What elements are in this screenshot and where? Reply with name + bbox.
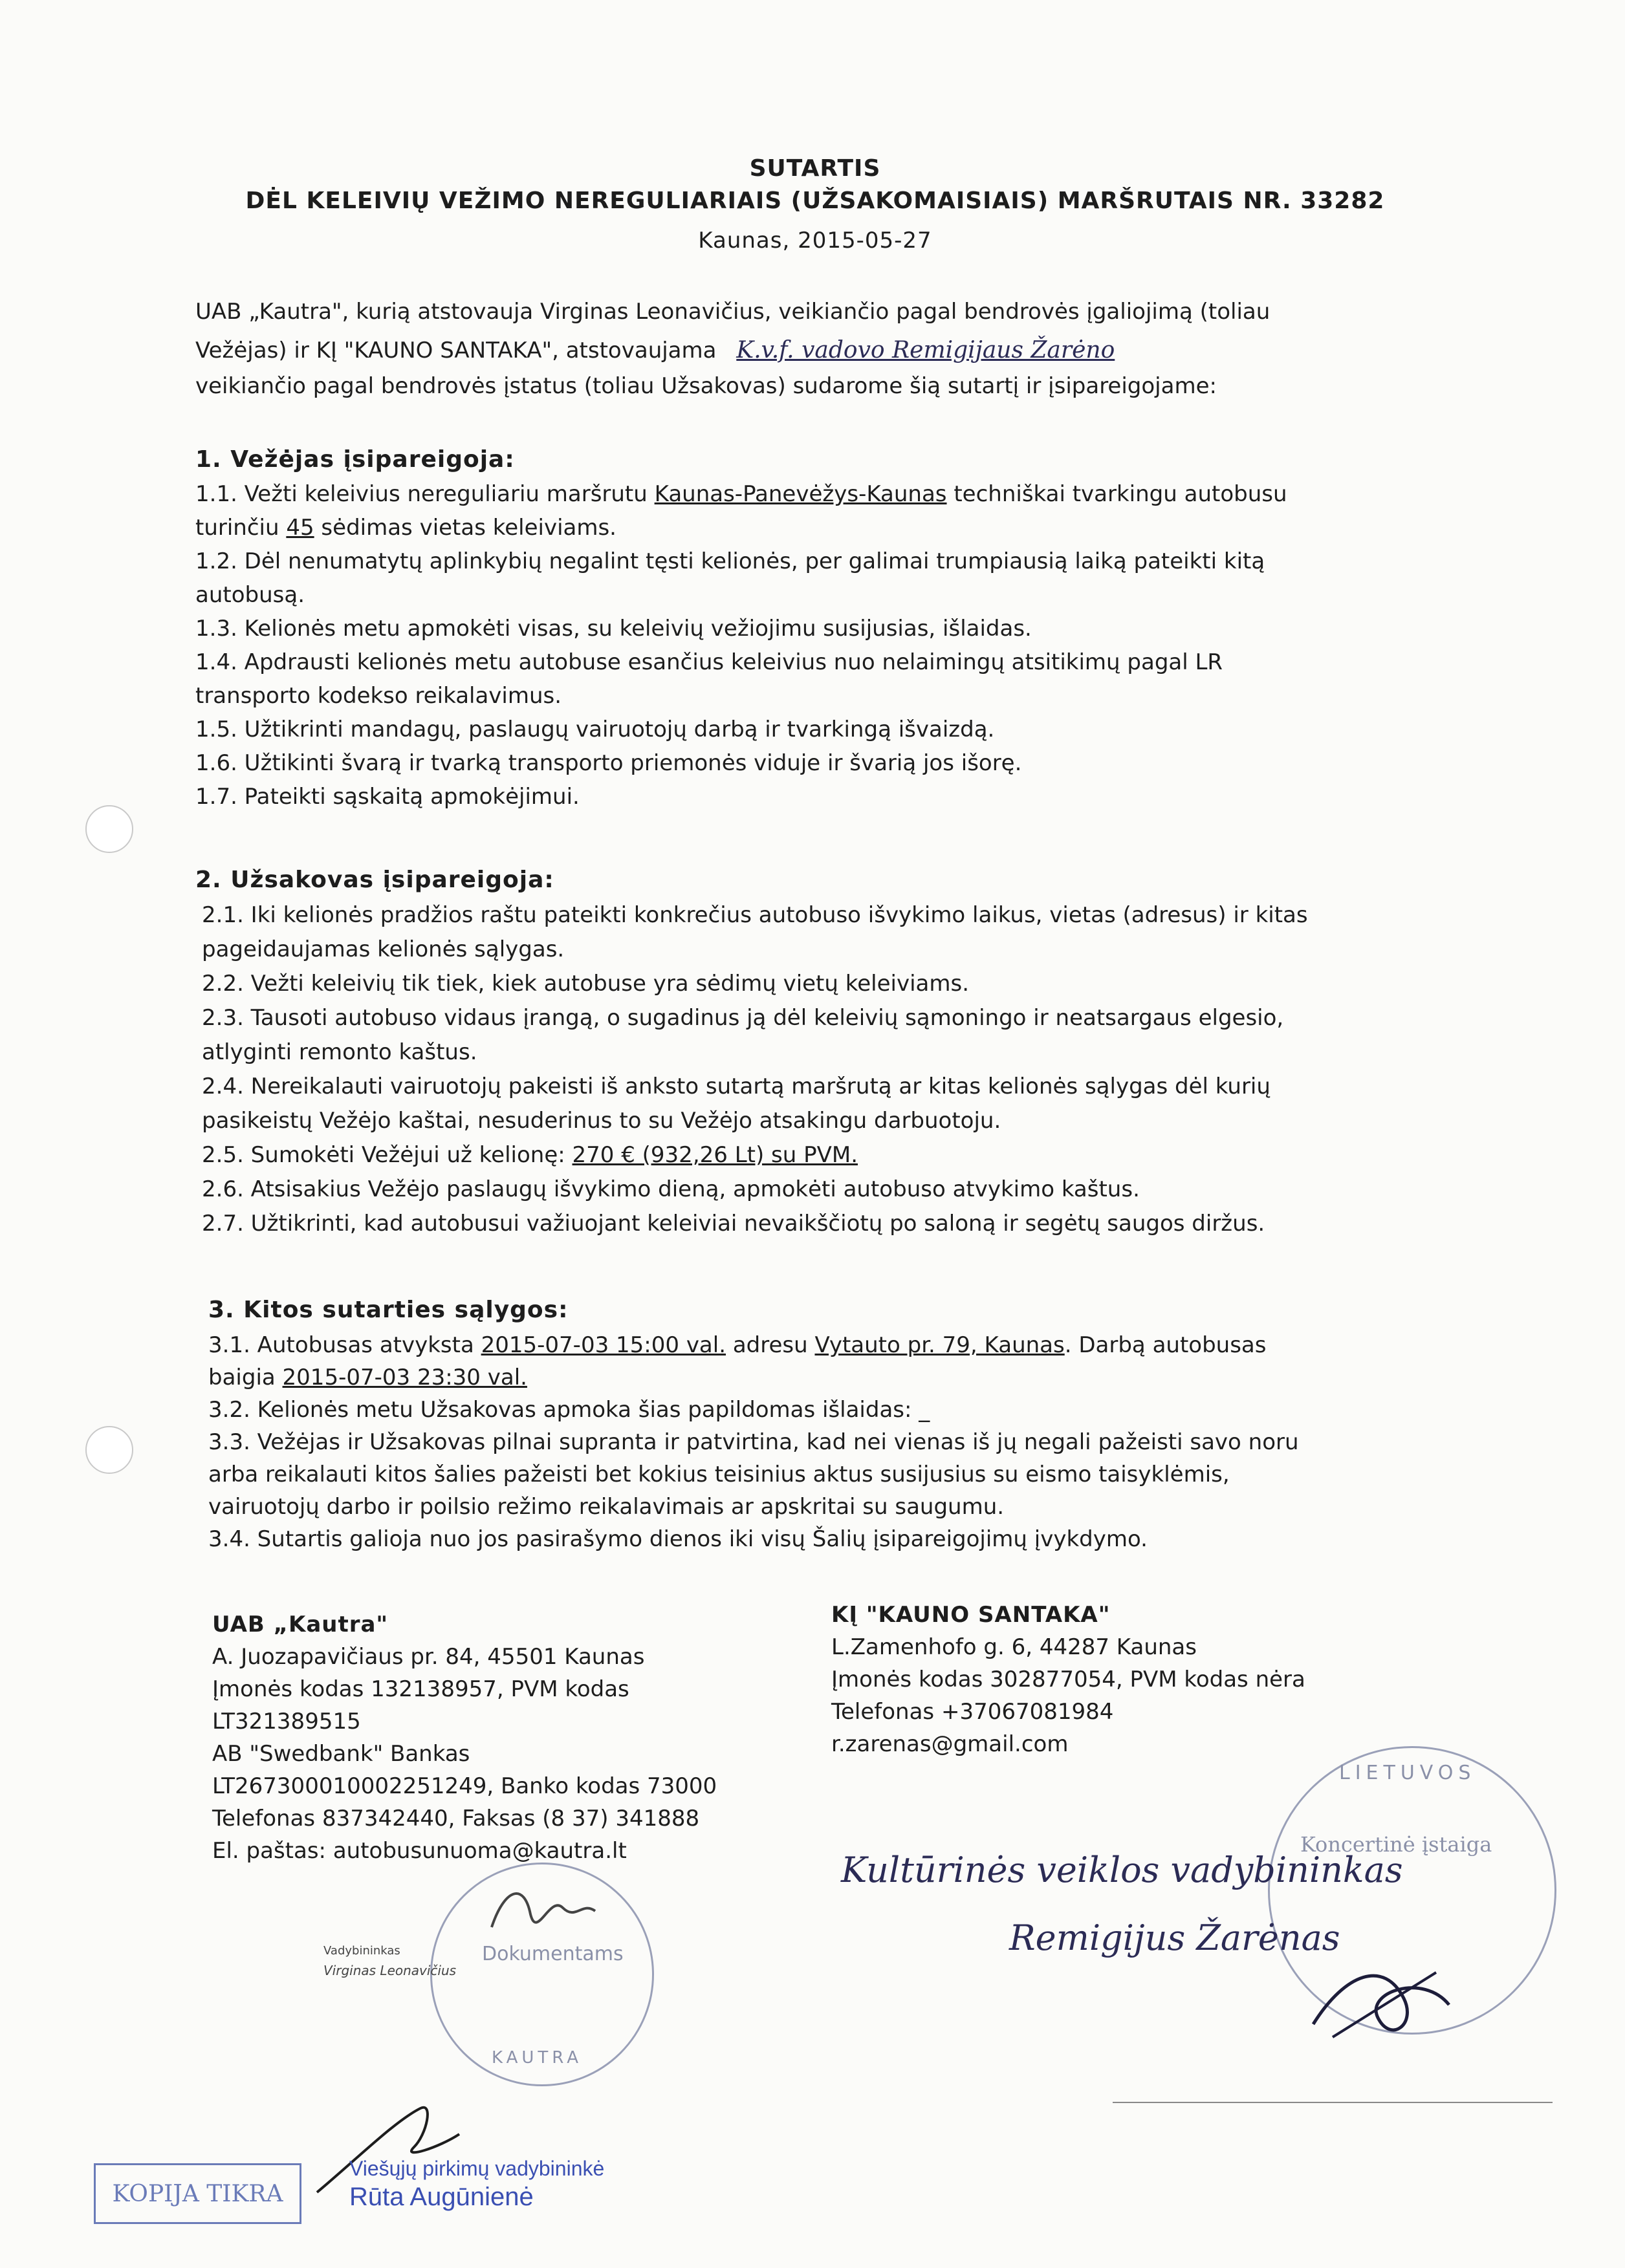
section-3-line: arba reikalauti kitos šalies pažeisti bet kokius teisinius aktus susijusius su eismo taisyklėmis, bbox=[208, 1462, 1230, 1487]
section2-line-text: 2.3. Tausoti autobuso vidaus įrangą, o sugadinus ją dėl keleivių sąmoningo ir neatsargaus elgesio, bbox=[202, 1005, 1284, 1031]
section2-line bbox=[202, 935, 564, 964]
section2-line bbox=[202, 1004, 1283, 1032]
section2-line-text: 2.5. Sumokėti Vežėjui už kelionę: bbox=[202, 1142, 573, 1168]
party-left-detail: LT321389515 bbox=[212, 1709, 361, 1734]
section1-line-text: 1.1. Vežti keleivius nereguliariu maršrutu bbox=[195, 481, 655, 507]
intro-line-2-text: Vežėjas) ir KĮ "KAUNO SANTAKA", atstovaujama bbox=[195, 338, 717, 363]
party-left-detail: El. paštas: autobusunuoma@kautra.lt bbox=[212, 1838, 627, 1864]
party-left-detail: A. Juozapavičiaus pr. 84, 45501 Kaunas bbox=[212, 1644, 645, 1670]
signature-line bbox=[1113, 2102, 1553, 2103]
section1-line-text: turinčiu bbox=[195, 515, 287, 541]
section1-line bbox=[195, 547, 1265, 576]
section2-line-text: atlyginti remonto kaštus. bbox=[202, 1039, 477, 1065]
section-1-heading: 1. Vežėjas įsipareigoja: bbox=[195, 446, 515, 473]
section1-line-tail: sėdimas vietas keleiviams. bbox=[314, 515, 616, 541]
s3-l1-post: . Darbą autobusas bbox=[1064, 1332, 1267, 1358]
section2-line-text: 2.1. Iki kelionės pradžios raštu pateikti konkrečius autobuso išvykimo laikus, vietas (adresus) ir kitas bbox=[202, 902, 1308, 928]
party-right-detail: Įmonės kodas 302877054, PVM kodas nėra bbox=[831, 1667, 1305, 1692]
section2-line bbox=[202, 1107, 1001, 1135]
section1-line-text: transporto kodekso reikalavimus. bbox=[195, 683, 562, 709]
place-date: Kaunas, 2015-05-27 bbox=[698, 228, 932, 254]
section1-line-text: 1.3. Kelionės metu apmokėti visas, su keleivių vežiojimu susijusias, išlaidas. bbox=[195, 616, 1032, 642]
s3-arrival-address: Vytauto pr. 79, Kaunas bbox=[814, 1332, 1065, 1358]
left-signer-name: Virginas Leonavičius bbox=[323, 1963, 457, 1978]
section2-line-text: 2.2. Vežti keleivių tik tiek, kiek autobuse yra sėdimų vietų keleiviams. bbox=[202, 971, 969, 997]
section1-line bbox=[195, 513, 616, 542]
party-right-name: KĮ "KAUNO SANTAKA" bbox=[831, 1602, 1111, 1628]
section2-line bbox=[202, 969, 969, 998]
section2-line bbox=[202, 1038, 477, 1066]
section2-line-text: pasikeistų Vežėjo kaštai, nesuderinus to su Vežėjo atsakingu darbuotoju. bbox=[202, 1108, 1001, 1134]
intro-handwritten-representative: K.v.f. vadovo Remigijaus Žarėno bbox=[736, 337, 1115, 363]
right-signature bbox=[1307, 1947, 1462, 2050]
section1-line-text: autobusą. bbox=[195, 582, 305, 608]
document-subtitle: DĖL KELEIVIŲ VEŽIMO NEREGULIARIAIS (UŽSAKOMAISIAIS) MARŠRUTAIS NR. 33282 bbox=[245, 188, 1385, 214]
handwritten-role: Kultūrinės veiklos vadybininkas bbox=[841, 1850, 1403, 1890]
section1-line-text: 1.2. Dėl nenumatytų aplinkybių negalint tęsti kelionės, per galimai trumpiausią laiką pateikti kitą bbox=[195, 548, 1265, 574]
intro-line-2 bbox=[195, 336, 1115, 365]
section1-line-tail: techniškai tvarkingu autobusu bbox=[946, 481, 1287, 507]
document-title: SUTARTIS bbox=[749, 155, 881, 182]
section-3-line: 3.3. Vežėjas ir Užsakovas pilnai supranta ir patvirtina, kad nei vienas iš jų negali pažeisti savo noru bbox=[208, 1429, 1299, 1455]
section1-line-text: 1.7. Pateikti sąskaitą apmokėjimui. bbox=[195, 784, 580, 810]
kautra-stamp-ring: KAUTRA bbox=[492, 2048, 583, 2068]
section1-line-text: 1.4. Apdrausti kelionės metu autobuse esančius keleivius nuo nelaimingų atsitikimų pagal LR bbox=[195, 649, 1223, 675]
party-right-detail: L.Zamenhofo g. 6, 44287 Kaunas bbox=[831, 1634, 1197, 1660]
section2-line bbox=[202, 901, 1308, 929]
party-left-detail: Įmonės kodas 132138957, PVM kodas bbox=[212, 1676, 629, 1702]
left-signer-role: Vadybininkas bbox=[323, 1944, 400, 1958]
party-right-detail: r.zarenas@gmail.com bbox=[831, 1731, 1069, 1757]
section1-line bbox=[195, 682, 562, 710]
section-3-heading: 3. Kitos sutarties sąlygos: bbox=[208, 1297, 569, 1323]
section1-line bbox=[195, 581, 305, 609]
left-signature bbox=[479, 1875, 608, 1947]
s3-l1-pre: 3.1. Autobusas atvyksta bbox=[208, 1332, 481, 1358]
section2-line-text: 2.4. Nereikalauti vairuotojų pakeisti iš anksto sutartą maršrutą ar kitas kelionės sąlygas dėl kurių bbox=[202, 1074, 1271, 1099]
santaka-stamp-ring: LIETUVOS bbox=[1339, 1762, 1476, 1784]
section2-line bbox=[202, 1175, 1140, 1204]
section-3-line-2 bbox=[208, 1363, 527, 1392]
section2-line-underlined: 270 € (932,26 Lt) su PVM. bbox=[572, 1142, 858, 1168]
section1-line-text: 1.5. Užtikrinti mandagų, paslaugų vairuotojų darbą ir tvarkingą išvaizdą. bbox=[195, 717, 995, 742]
section2-line-text: 2.6. Atsisakius Vežėjo paslaugų išvykimo dieną, apmokėti autobuso atvykimo kaštus. bbox=[202, 1176, 1140, 1202]
section2-line-text: pageidaujamas kelionės sąlygas. bbox=[202, 936, 565, 962]
santaka-stamp-text: Koncertinė įstaiga bbox=[1300, 1832, 1492, 1857]
punch-hole-top bbox=[85, 805, 133, 853]
party-left-detail: Telefonas 837342440, Faksas (8 37) 341888 bbox=[212, 1806, 700, 1831]
s3-l2-pre: baigia bbox=[208, 1365, 283, 1390]
kautra-stamp-text: Dokumentams bbox=[482, 1943, 624, 1965]
intro-line-3: veikiančio pagal bendrovės įstatus (toliau Užsakovas) sudarome šią sutartį ir įsipareigojame: bbox=[195, 373, 1217, 399]
section2-line bbox=[202, 1209, 1265, 1238]
footer-signer-role: Viešųjų pirkimų vadybininkė bbox=[349, 2157, 605, 2180]
section-2-heading: 2. Užsakovas įsipareigoja: bbox=[195, 867, 554, 893]
section1-line bbox=[195, 648, 1223, 676]
section-3-line: 3.2. Kelionės metu Užsakovas apmoka šias papildomas išlaidas: _ bbox=[208, 1397, 930, 1423]
section-3-line-1 bbox=[208, 1331, 1266, 1359]
section1-line-text: 1.6. Užtikinti švarą ir tvarką transporto priemonės viduje ir švarią jos išorę. bbox=[195, 750, 1022, 776]
party-right-detail: Telefonas +37067081984 bbox=[831, 1699, 1114, 1725]
s3-arrival-time: 2015-07-03 15:00 val. bbox=[481, 1332, 726, 1358]
section1-line bbox=[195, 749, 1021, 777]
party-left-detail: AB "Swedbank" Bankas bbox=[212, 1741, 470, 1767]
s3-end-time: 2015-07-03 23:30 val. bbox=[282, 1365, 527, 1390]
section2-line-text: 2.7. Užtikrinti, kad autobusui važiuojant keleiviai nevaikščiotų po saloną ir segėtų saugos diržus. bbox=[202, 1211, 1265, 1237]
section2-line bbox=[202, 1072, 1271, 1101]
section1-line bbox=[195, 480, 1287, 508]
punch-hole-bottom bbox=[85, 1426, 133, 1474]
section-3-line: vairuotojų darbo ir poilsio režimo reikalavimais ar apskritai su saugumu. bbox=[208, 1494, 1005, 1520]
party-left-name: UAB „Kautra" bbox=[212, 1612, 389, 1637]
party-left-detail: LT267300010002251249, Banko kodas 73000 bbox=[212, 1773, 717, 1799]
intro-line-1: UAB „Kautra", kurią atstovauja Virginas Leonavičius, veikiančio pagal bendrovės įgaliojimą (toliau bbox=[195, 299, 1271, 325]
section-3-line: 3.4. Sutartis galioja nuo jos pasirašymo dienos iki visų Šalių įsipareigojimų įvykdymo. bbox=[208, 1526, 1148, 1552]
s3-l1-mid: adresu bbox=[726, 1332, 815, 1358]
section1-line bbox=[195, 783, 580, 811]
section1-line bbox=[195, 715, 994, 744]
copy-certified-stamp: KOPIJA TIKRA bbox=[94, 2163, 301, 2224]
handwritten-name: Remigijus Žarėnas bbox=[1009, 1917, 1340, 1958]
section1-line-underlined: 45 bbox=[286, 515, 314, 541]
footer-signer-name: Rūta Augūnienė bbox=[349, 2183, 534, 2211]
section2-line bbox=[202, 1141, 858, 1169]
section1-line bbox=[195, 614, 1032, 643]
section1-line-underlined: Kaunas-Panevėžys-Kaunas bbox=[654, 481, 947, 507]
